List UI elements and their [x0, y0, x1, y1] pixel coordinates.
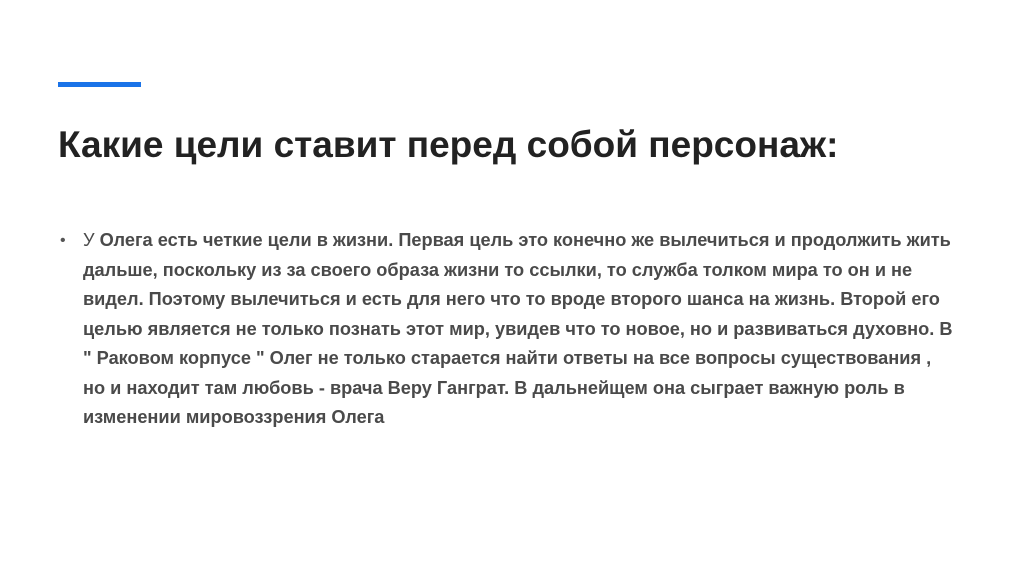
- slide-title: Какие цели ставит перед собой персонаж:: [58, 124, 839, 165]
- title-accent-bar: [58, 82, 141, 87]
- bullet-text: [83, 230, 952, 427]
- bullet-marker: •: [60, 232, 66, 249]
- bullet-body-text: Олега есть четкие цели в жизни. Первая цель это конечно же вылечиться и продолжить жить дальше, поскольку из за своего образа жизни то ссылки, то служба толком мира то он и не видел. Поэтому вылечиться и есть для него что то вроде второго шанса на жизнь. Второй его целью является не только познать этот мир, увидев что то новое, но и развиваться духовно. В " Раковом корпусе " Олег не только старается найти ответы на все вопросы существования , но и находит там любовь - врача Веру Ганграт. В дальнейщем она сыграет важную роль в изменении мировоззрения Олега: [83, 230, 953, 427]
- bullet-lead-text: У: [83, 230, 100, 250]
- slide-body: [58, 226, 958, 433]
- bullet-item: [58, 226, 958, 433]
